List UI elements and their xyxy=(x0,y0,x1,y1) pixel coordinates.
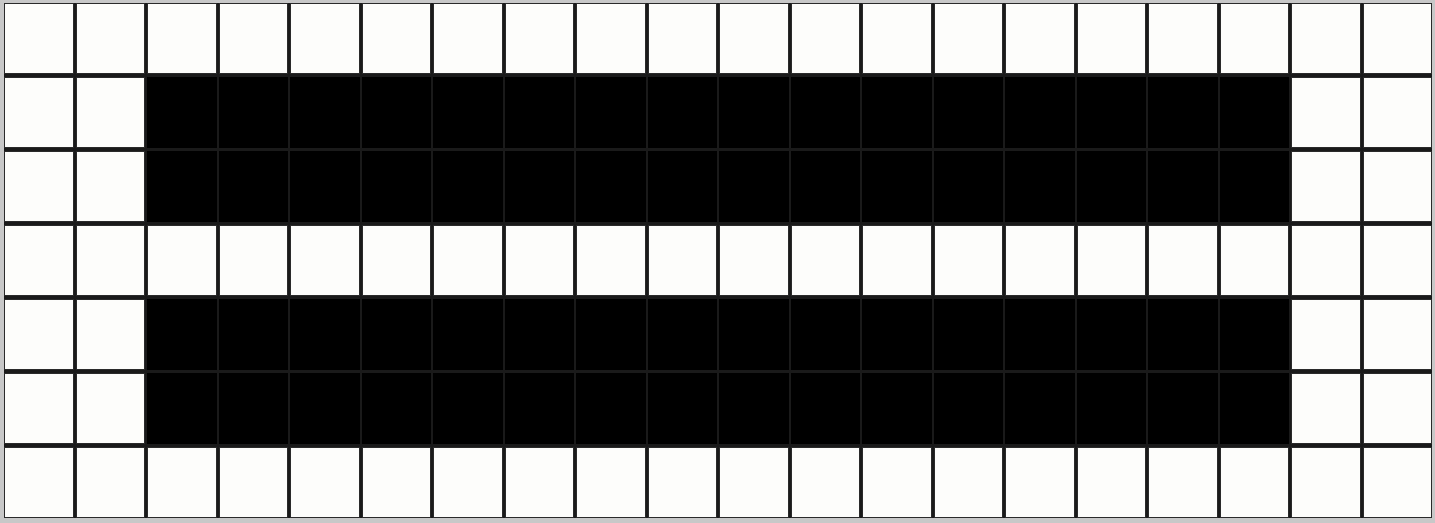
grid-cell-empty[interactable] xyxy=(1005,225,1075,296)
grid-cell-empty[interactable] xyxy=(290,3,360,74)
grid-cell-filled[interactable] xyxy=(1148,151,1218,222)
grid-cell-filled[interactable] xyxy=(576,151,646,222)
grid-cell-filled[interactable] xyxy=(791,299,861,370)
grid-cell-empty[interactable] xyxy=(1220,3,1290,74)
grid-cell-empty[interactable] xyxy=(76,3,146,74)
grid-cell-empty[interactable] xyxy=(147,447,217,518)
grid-cell-empty[interactable] xyxy=(4,225,74,296)
grid-cell-filled[interactable] xyxy=(934,151,1004,222)
grid-cell-filled[interactable] xyxy=(290,151,360,222)
grid-cell-empty[interactable] xyxy=(1363,447,1433,518)
grid-cell-empty[interactable] xyxy=(1291,3,1361,74)
grid-cell-empty[interactable] xyxy=(1005,3,1075,74)
grid-cell-empty[interactable] xyxy=(934,3,1004,74)
grid-cell-empty[interactable] xyxy=(362,225,432,296)
grid-cell-filled[interactable] xyxy=(934,299,1004,370)
grid-cell-empty[interactable] xyxy=(219,225,289,296)
grid-cell-empty[interactable] xyxy=(1363,151,1433,222)
grid-cell-filled[interactable] xyxy=(362,151,432,222)
grid-cell-filled[interactable] xyxy=(290,77,360,148)
grid-cell-empty[interactable] xyxy=(862,447,932,518)
grid-cell-filled[interactable] xyxy=(362,373,432,444)
grid-cell-filled[interactable] xyxy=(648,299,718,370)
grid-cell-filled[interactable] xyxy=(719,77,789,148)
grid-cell-empty[interactable] xyxy=(4,77,74,148)
grid-cell-empty[interactable] xyxy=(4,3,74,74)
grid-cell-filled[interactable] xyxy=(147,151,217,222)
grid-cell-empty[interactable] xyxy=(1291,225,1361,296)
grid-cell-filled[interactable] xyxy=(648,373,718,444)
grid-cell-filled[interactable] xyxy=(791,373,861,444)
grid-cell-empty[interactable] xyxy=(1148,225,1218,296)
grid-cell-empty[interactable] xyxy=(433,447,503,518)
grid-cell-empty[interactable] xyxy=(219,3,289,74)
grid-cell-empty[interactable] xyxy=(648,225,718,296)
grid-cell-empty[interactable] xyxy=(1363,373,1433,444)
grid-cell-empty[interactable] xyxy=(1148,447,1218,518)
grid-cell-filled[interactable] xyxy=(1077,151,1147,222)
grid-cell-empty[interactable] xyxy=(76,447,146,518)
grid-cell-empty[interactable] xyxy=(219,447,289,518)
grid-cell-filled[interactable] xyxy=(648,151,718,222)
grid-cell-empty[interactable] xyxy=(576,447,646,518)
grid-cell-filled[interactable] xyxy=(505,373,575,444)
grid-cell-filled[interactable] xyxy=(147,373,217,444)
grid-cell-filled[interactable] xyxy=(576,299,646,370)
grid-cell-empty[interactable] xyxy=(576,225,646,296)
grid-cell-filled[interactable] xyxy=(1005,77,1075,148)
grid-cell-empty[interactable] xyxy=(1291,447,1361,518)
grid-cell-filled[interactable] xyxy=(1077,373,1147,444)
grid-cell-filled[interactable] xyxy=(719,373,789,444)
grid-cell-filled[interactable] xyxy=(147,299,217,370)
grid-cell-filled[interactable] xyxy=(1005,373,1075,444)
grid-cell-filled[interactable] xyxy=(1220,299,1290,370)
grid-cell-filled[interactable] xyxy=(1220,373,1290,444)
grid-cell-empty[interactable] xyxy=(433,225,503,296)
grid-cell-filled[interactable] xyxy=(1005,299,1075,370)
grid-cell-empty[interactable] xyxy=(290,447,360,518)
grid-cell-filled[interactable] xyxy=(433,77,503,148)
grid-cell-empty[interactable] xyxy=(1291,77,1361,148)
grid-cell-empty[interactable] xyxy=(1148,3,1218,74)
grid-cell-empty[interactable] xyxy=(76,225,146,296)
grid-cell-empty[interactable] xyxy=(1291,299,1361,370)
grid-cell-filled[interactable] xyxy=(934,373,1004,444)
grid-cell-empty[interactable] xyxy=(4,447,74,518)
grid-cell-empty[interactable] xyxy=(1363,77,1433,148)
grid-cell-empty[interactable] xyxy=(1077,447,1147,518)
grid-cell-empty[interactable] xyxy=(505,3,575,74)
grid-cell-empty[interactable] xyxy=(648,447,718,518)
grid-cell-filled[interactable] xyxy=(576,77,646,148)
grid-cell-empty[interactable] xyxy=(147,225,217,296)
grid-cell-empty[interactable] xyxy=(1220,447,1290,518)
grid-cell-empty[interactable] xyxy=(362,3,432,74)
grid-cell-empty[interactable] xyxy=(648,3,718,74)
grid-cell-filled[interactable] xyxy=(1148,77,1218,148)
grid-cell-empty[interactable] xyxy=(290,225,360,296)
grid-cell-filled[interactable] xyxy=(862,77,932,148)
puzzle-grid xyxy=(4,3,1432,518)
grid-cell-empty[interactable] xyxy=(4,299,74,370)
grid-cell-empty[interactable] xyxy=(1077,3,1147,74)
grid-cell-empty[interactable] xyxy=(1291,373,1361,444)
grid-cell-empty[interactable] xyxy=(76,299,146,370)
grid-cell-filled[interactable] xyxy=(362,77,432,148)
grid-cell-filled[interactable] xyxy=(290,373,360,444)
grid-cell-filled[interactable] xyxy=(505,299,575,370)
grid-cell-filled[interactable] xyxy=(1220,151,1290,222)
grid-cell-empty[interactable] xyxy=(1005,447,1075,518)
grid-cell-empty[interactable] xyxy=(433,3,503,74)
grid-cell-filled[interactable] xyxy=(1148,373,1218,444)
grid-cell-filled[interactable] xyxy=(362,299,432,370)
grid-cell-empty[interactable] xyxy=(862,225,932,296)
grid-cell-filled[interactable] xyxy=(719,151,789,222)
grid-cell-filled[interactable] xyxy=(862,373,932,444)
grid-cell-empty[interactable] xyxy=(147,3,217,74)
grid-cell-empty[interactable] xyxy=(791,447,861,518)
grid-cell-filled[interactable] xyxy=(791,151,861,222)
grid-cell-filled[interactable] xyxy=(219,151,289,222)
grid-cell-empty[interactable] xyxy=(362,447,432,518)
grid-cell-filled[interactable] xyxy=(433,299,503,370)
grid-cell-empty[interactable] xyxy=(76,373,146,444)
grid-cell-filled[interactable] xyxy=(1220,77,1290,148)
grid-cell-empty[interactable] xyxy=(719,225,789,296)
grid-cell-empty[interactable] xyxy=(1363,299,1433,370)
grid-cell-empty[interactable] xyxy=(1291,151,1361,222)
grid-cell-empty[interactable] xyxy=(719,3,789,74)
grid-cell-empty[interactable] xyxy=(791,225,861,296)
grid-cell-empty[interactable] xyxy=(505,447,575,518)
grid-cell-empty[interactable] xyxy=(1363,225,1433,296)
grid-cell-filled[interactable] xyxy=(219,77,289,148)
grid-cell-filled[interactable] xyxy=(719,299,789,370)
grid-cell-filled[interactable] xyxy=(1148,299,1218,370)
grid-cell-filled[interactable] xyxy=(934,77,1004,148)
grid-cell-empty[interactable] xyxy=(934,225,1004,296)
grid-cell-empty[interactable] xyxy=(4,151,74,222)
grid-cell-filled[interactable] xyxy=(219,373,289,444)
grid-cell-filled[interactable] xyxy=(1077,77,1147,148)
grid-cell-empty[interactable] xyxy=(1077,225,1147,296)
grid-cell-filled[interactable] xyxy=(433,373,503,444)
grid-cell-filled[interactable] xyxy=(433,151,503,222)
grid-cell-filled[interactable] xyxy=(1077,299,1147,370)
grid-cell-filled[interactable] xyxy=(576,373,646,444)
grid-cell-empty[interactable] xyxy=(934,447,1004,518)
grid-cell-filled[interactable] xyxy=(648,77,718,148)
grid-cell-filled[interactable] xyxy=(862,299,932,370)
grid-cell-filled[interactable] xyxy=(147,77,217,148)
grid-cell-filled[interactable] xyxy=(290,299,360,370)
grid-cell-empty[interactable] xyxy=(576,3,646,74)
grid-cell-empty[interactable] xyxy=(76,77,146,148)
grid-cell-filled[interactable] xyxy=(505,77,575,148)
grid-cell-empty[interactable] xyxy=(76,151,146,222)
grid-cell-empty[interactable] xyxy=(1363,3,1433,74)
grid-cell-filled[interactable] xyxy=(219,299,289,370)
grid-cell-empty[interactable] xyxy=(719,447,789,518)
grid-cell-filled[interactable] xyxy=(791,77,861,148)
grid-cell-filled[interactable] xyxy=(1005,151,1075,222)
grid-cell-empty[interactable] xyxy=(505,225,575,296)
grid-cell-empty[interactable] xyxy=(862,3,932,74)
grid-cell-filled[interactable] xyxy=(862,151,932,222)
grid-cell-empty[interactable] xyxy=(791,3,861,74)
grid-cell-empty[interactable] xyxy=(1220,225,1290,296)
grid-cell-filled[interactable] xyxy=(505,151,575,222)
grid-cell-empty[interactable] xyxy=(4,373,74,444)
